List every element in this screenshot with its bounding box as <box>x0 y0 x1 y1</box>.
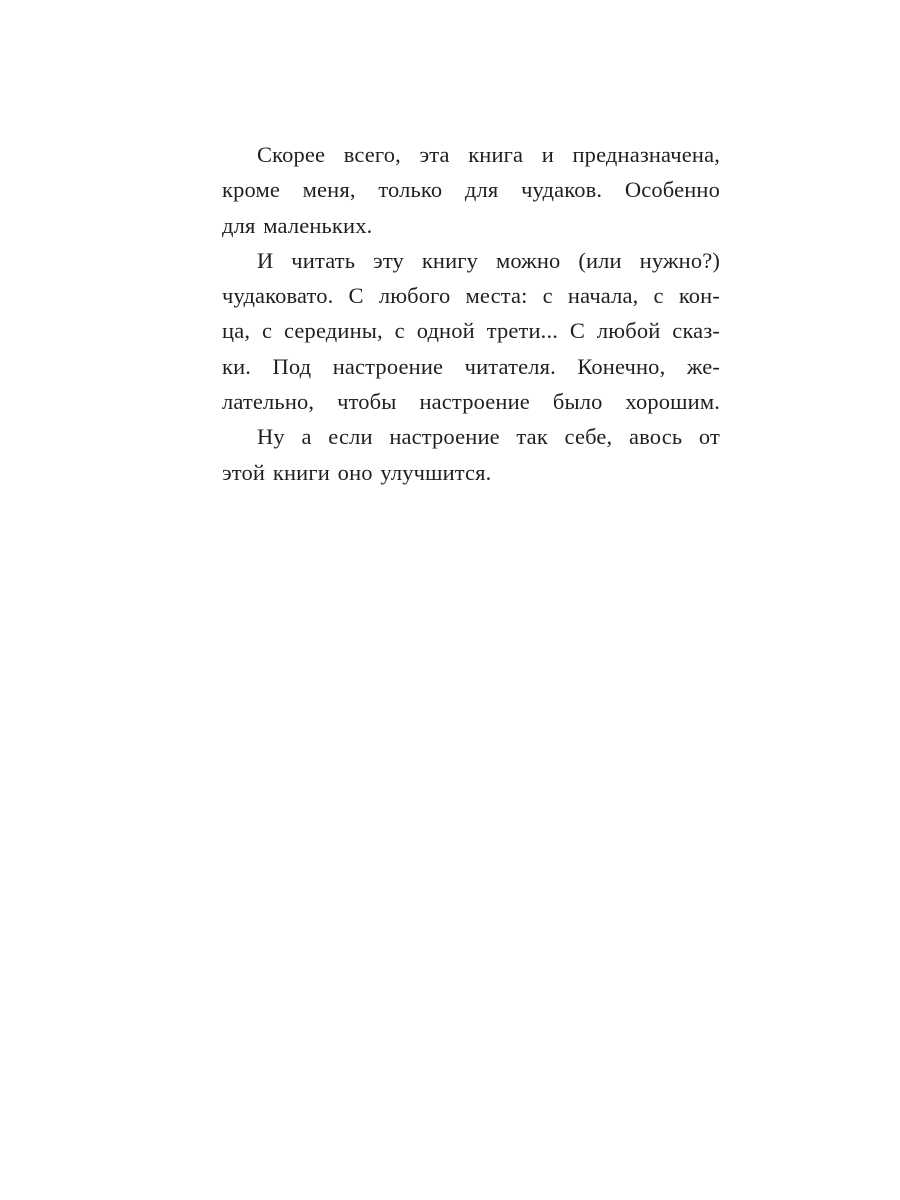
text-line: Скорее всего, эта книга и предназначена, <box>257 142 720 167</box>
text-line: чудаковато. С любого места: с начала, с кон- <box>222 283 720 309</box>
text-line: кроме меня, только для чудаков. Особенно <box>222 177 720 203</box>
paragraph-3 <box>222 419 720 490</box>
body-text <box>222 137 720 490</box>
text-line: ца, с середины, с одной трети... С любой сказ- <box>222 318 720 344</box>
text-line: для маленьких. <box>222 212 373 238</box>
text-line: лательно, чтобы настроение было хорошим. <box>222 389 720 415</box>
paragraph-1 <box>222 137 720 243</box>
text-line: Ну а если настроение так себе, авось от <box>257 424 720 450</box>
text-line: ки. Под настроение читателя. Конечно, же- <box>222 353 720 379</box>
text-line: этой книги оно улучшится. <box>222 459 492 485</box>
paragraph-2 <box>222 243 720 419</box>
text-line: И читать эту книгу можно (или нужно?) <box>257 247 720 273</box>
